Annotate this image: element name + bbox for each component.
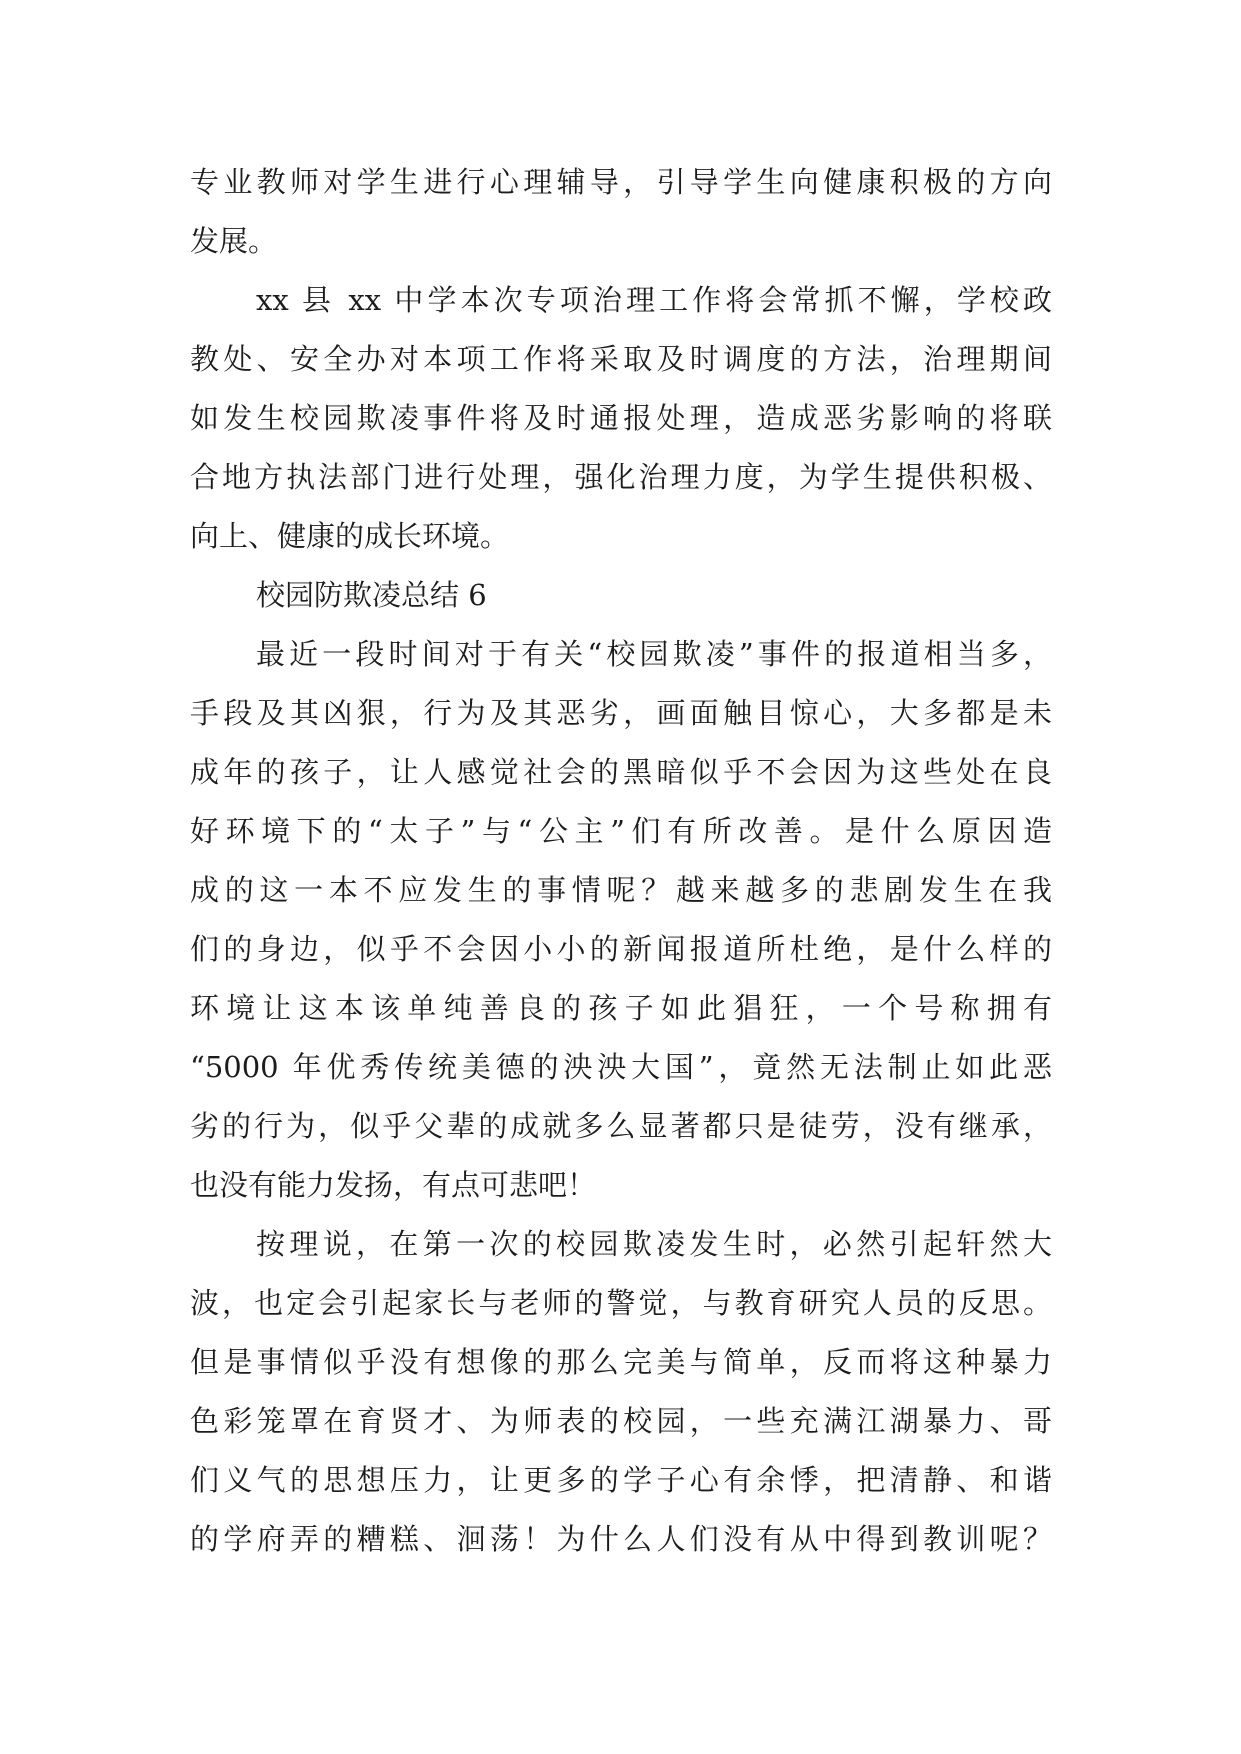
paragraph	[190, 1215, 1052, 1569]
text-line: 但是事情似乎没有想像的那么完美与简单，反而将这种暴力	[190, 1345, 1052, 1379]
text-line: xx 县 xx 中学本次专项治理工作将会常抓不懈，学校政	[256, 283, 1052, 317]
text-line: 劣的行为，似乎父辈的成就多么显著都只是徒劳，没有继承，	[190, 1109, 1052, 1143]
text-line: 按理说，在第一次的校园欺凌发生时，必然引起轩然大	[256, 1227, 1052, 1261]
text-line: “5000 年优秀传统美德的泱泱大国”，竟然无法制止如此恶	[190, 1050, 1052, 1084]
text-line: 合地方执法部门进行处理，强化治理力度，为学生提供积极、	[190, 460, 1052, 494]
text-line: 们的身边，似乎不会因小小的新闻报道所杜绝，是什么样的	[190, 932, 1052, 966]
paragraph	[190, 625, 1052, 1215]
text-line: 成的这一本不应发生的事情呢？越来越多的悲剧发生在我	[190, 873, 1052, 907]
text-line: 向上、健康的成长环境。	[190, 519, 510, 553]
text-line: 发展。	[190, 224, 278, 258]
text-line: 环境让这本该单纯善良的孩子如此猖狂，一个号称拥有	[190, 991, 1052, 1025]
text-line: 波，也定会引起家长与老师的警觉，与教育研究人员的反思。	[190, 1286, 1052, 1320]
section-heading	[190, 566, 1052, 625]
text-line: 如发生校园欺凌事件将及时通报处理，造成恶劣影响的将联	[190, 401, 1052, 435]
paragraph	[190, 271, 1052, 566]
text-line: 成年的孩子，让人感觉社会的黑暗似乎不会因为这些处在良	[190, 755, 1052, 789]
text-line: 好环境下的“太子”与“公主”们有所改善。是什么原因造	[190, 814, 1052, 848]
document-body	[190, 153, 1052, 1569]
text-line: 手段及其凶狠，行为及其恶劣，画面触目惊心，大多都是未	[190, 696, 1052, 730]
section-heading-text: 校园防欺凌总结 6	[256, 578, 487, 612]
paragraph	[190, 153, 1052, 271]
text-line: 教处、安全办对本项工作将采取及时调度的方法，治理期间	[190, 342, 1052, 376]
text-line: 的学府弄的糟糕、洄荡！为什么人们没有从中得到教训呢？	[190, 1522, 1052, 1556]
text-line: 色彩笼罩在育贤才、为师表的校园，一些充满江湖暴力、哥	[190, 1404, 1052, 1438]
text-line: 专业教师对学生进行心理辅导，引导学生向健康积极的方向	[190, 165, 1052, 199]
text-line: 最近一段时间对于有关“校园欺凌”事件的报道相当多，	[256, 637, 1052, 671]
text-line: 们义气的思想压力，让更多的学子心有余悸，把清静、和谐	[190, 1463, 1052, 1497]
text-line: 也没有能力发扬，有点可悲吧！	[190, 1168, 597, 1202]
